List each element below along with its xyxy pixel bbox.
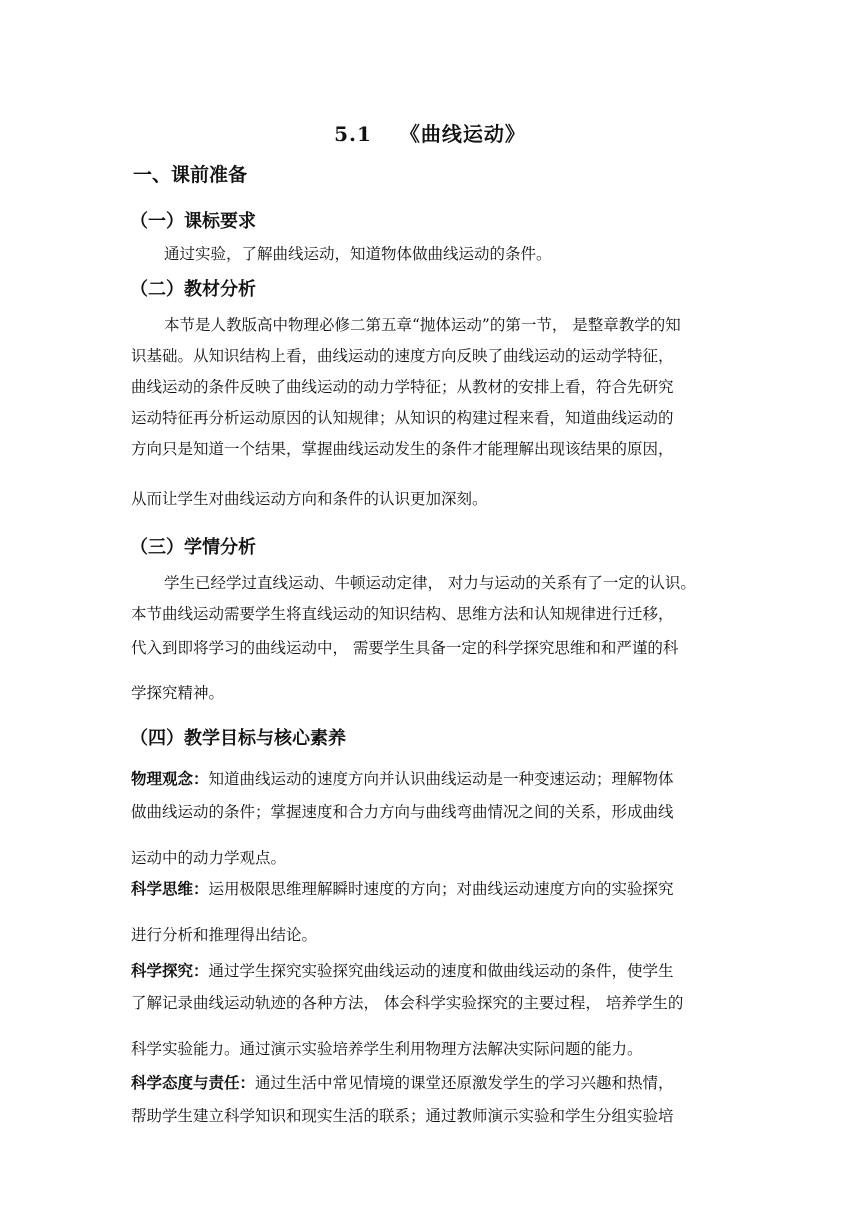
text-line: 帮助学生建立科学知识和现实生活的联系；通过教师演示实验和学生分组实验培 xyxy=(131,1107,674,1125)
text-line xyxy=(131,767,674,789)
text-line xyxy=(131,1071,674,1093)
goal-text: 运用极限思维理解瞬时速度的方向；对曲线运动速度方向的实验探究 xyxy=(208,880,674,898)
text-line: 做曲线运动的条件；掌握速度和合力方向与曲线弯曲情况之间的关系，形成曲线 xyxy=(131,803,674,821)
text-line: 运动中的动力学观点。 xyxy=(131,849,287,867)
heading-teaching-goals: （四）教学目标与核心素养 xyxy=(130,728,346,749)
section-number: 5.1 xyxy=(334,122,372,146)
text-line: 运动特征再分析运动原因的认知规律；从知识的构建过程来看，知道曲线运动的 xyxy=(131,409,674,427)
heading-textbook-analysis: （二）教材分析 xyxy=(130,279,256,300)
text-line: 本节曲线运动需要学生将直线运动的知识结构、思维方法和认知规律进行迁移， xyxy=(131,605,674,623)
text-line xyxy=(131,877,674,899)
text-line: 科学实验能力。通过演示实验培养学生利用物理方法解决实际问题的能力。 xyxy=(131,1040,643,1058)
heading-student-analysis: （三）学情分析 xyxy=(130,537,256,558)
goal-text: 知道曲线运动的速度方向并认识曲线运动是一种变速运动；理解物体 xyxy=(208,770,674,788)
text-line: 曲线运动的条件反映了曲线运动的动力学特征；从教材的安排上看，符合先研究 xyxy=(131,378,674,396)
heading-curriculum-standard: （一）课标要求 xyxy=(130,211,256,232)
title-text: 《曲线运动》 xyxy=(399,122,526,146)
text-line: 学探究精神。 xyxy=(131,684,225,702)
text-line: 代入到即将学习的曲线运动中， 需要学生具备一定的科学探究思维和和严谨的科 xyxy=(131,639,679,657)
text-line: 识基础。从知识结构上看，曲线运动的速度方向反映了曲线运动的运动学特征， xyxy=(131,347,674,365)
goal-label: 科学思维： xyxy=(131,879,209,898)
goal-label: 科学态度与责任： xyxy=(131,1073,256,1092)
text-line xyxy=(131,959,674,981)
text-line: 从而让学生对曲线运动方向和条件的认识更加深刻。 xyxy=(131,490,488,508)
text-line: 了解记录曲线运动轨迹的各种方法， 体会科学实验探究的主要过程， 培养学生的 xyxy=(131,994,684,1012)
document-title xyxy=(0,118,860,147)
goal-label: 科学探究： xyxy=(131,961,209,980)
section-heading-preparation: 一、课前准备 xyxy=(133,164,248,186)
text-line: 方向只是知道一个结果，掌握曲线运动发生的条件才能理解出现该结果的原因， xyxy=(131,440,674,458)
text-line: 通过实验，了解曲线运动，知道物体做曲线运动的条件。 xyxy=(164,245,552,263)
text-line: 进行分析和推理得出结论。 xyxy=(131,926,318,944)
goal-text: 通过学生探究实验探究曲线运动的速度和做曲线运动的条件，使学生 xyxy=(208,962,674,980)
text-line: 学生已经学过直线运动、牛顿运动定律， 对力与运动的关系有了一定的认识。 xyxy=(164,574,696,592)
goal-label: 物理观念： xyxy=(131,769,209,788)
text-line: 本节是人教版高中物理必修二第五章“抛体运动”的第一节， 是整章教学的知 xyxy=(164,316,681,334)
goal-text: 通过生活中常见情境的课堂还原激发学生的学习兴趣和热情， xyxy=(255,1074,674,1092)
